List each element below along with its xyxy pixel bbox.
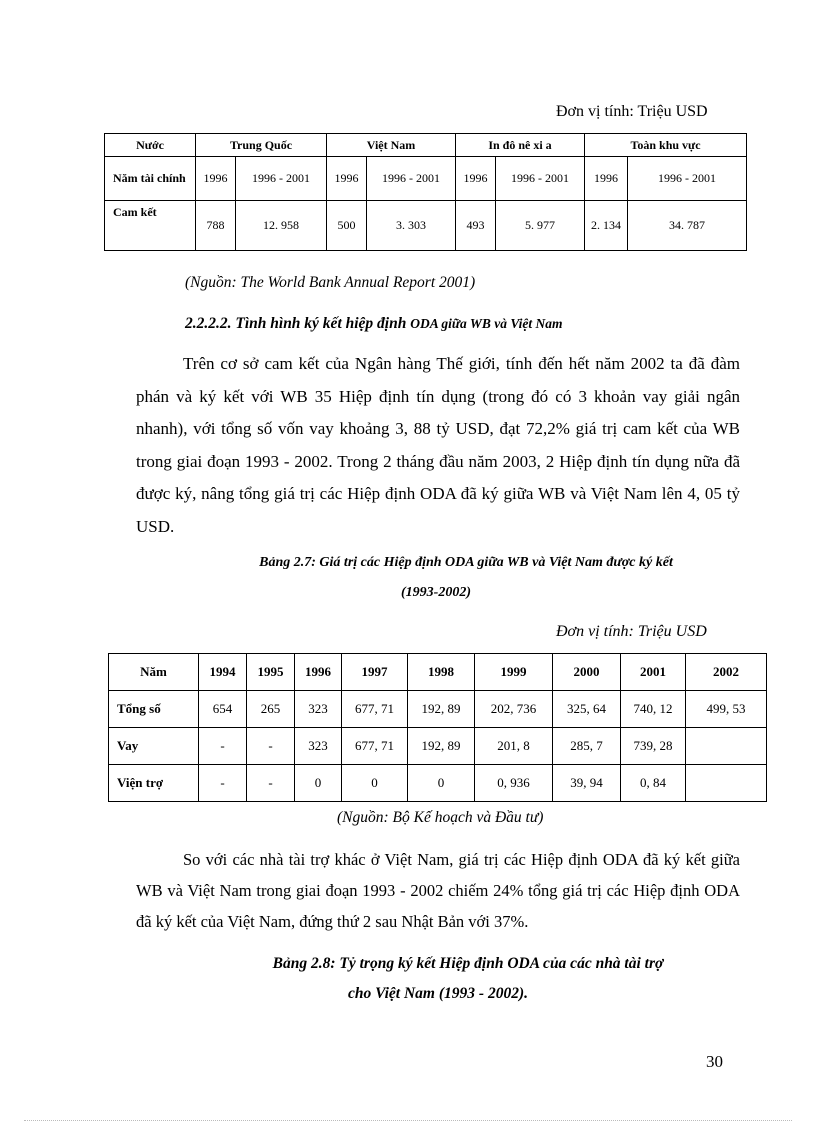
table2-cell: 265 — [247, 691, 295, 728]
table2-header-cell: 1998 — [408, 654, 475, 691]
table2-cell: 0 — [342, 765, 408, 802]
table2-unit-label: Đơn vị tính: Triệu USD — [556, 623, 707, 640]
table3-caption-years: cho Việt Nam (1993 - 2002). — [348, 985, 528, 1002]
table1-row-label: Cam kết — [105, 201, 196, 251]
table1 — [104, 133, 747, 251]
table1-source: (Nguồn: The World Bank Annual Report 2001) — [185, 274, 476, 291]
table1-cell: 1996 — [327, 157, 367, 201]
table2-cell: 192, 89 — [408, 728, 475, 765]
table2 — [108, 653, 767, 802]
table2-row-total — [109, 691, 767, 728]
table1-cell: 1996 - 2001 — [367, 157, 456, 201]
table1-header-cell: Toàn khu vực — [585, 134, 747, 157]
table1-cell: 1996 - 2001 — [496, 157, 585, 201]
table1-cell: 1996 — [585, 157, 628, 201]
table1-header-row — [105, 134, 747, 157]
table1-unit-label: Đơn vị tính: Triệu USD — [556, 103, 708, 120]
table1-cell: 12. 958 — [236, 201, 327, 251]
table2-cell: 677, 71 — [342, 728, 408, 765]
table1-cell: 1996 — [196, 157, 236, 201]
table2-cell: 192, 89 — [408, 691, 475, 728]
section-heading — [185, 315, 562, 333]
table1-header-cell: In đô nê xi a — [456, 134, 585, 157]
table1-row-label: Năm tài chính — [105, 157, 196, 201]
table2-header-cell: Năm — [109, 654, 199, 691]
table1-cell: 493 — [456, 201, 496, 251]
table2-row-label: Viện trợ — [109, 765, 199, 802]
table2-caption: Bảng 2.7: Giá trị các Hiệp định ODA giữa WB và Việt Nam được ký kết — [259, 555, 673, 570]
table2-row-loan — [109, 728, 767, 765]
table2-header-cell: 2000 — [553, 654, 621, 691]
table2-cell: 677, 71 — [342, 691, 408, 728]
table2-cell — [686, 728, 767, 765]
table2-cell: - — [247, 765, 295, 802]
table2-cell: 325, 64 — [553, 691, 621, 728]
table1-year-row — [105, 157, 747, 201]
table2-cell: 0 — [295, 765, 342, 802]
table2-cell: - — [199, 728, 247, 765]
table2-cell: 285, 7 — [553, 728, 621, 765]
table2-header-cell: 2002 — [686, 654, 767, 691]
table1-cell: 1996 - 2001 — [236, 157, 327, 201]
table1-commit-row — [105, 201, 747, 251]
table1-header-cell: Trung Quốc — [196, 134, 327, 157]
table1-cell: 2. 134 — [585, 201, 628, 251]
table1-cell: 1996 - 2001 — [628, 157, 747, 201]
table2-header-cell: 1996 — [295, 654, 342, 691]
table2-row-grant — [109, 765, 767, 802]
body-paragraph-text: Trên cơ sở cam kết của Ngân hàng Thế giới, tính đến hết năm 2002 ta đã đàm phán và ký kết với WB 35 Hiệp định tín dụng (trong đó có 3 khoản vay giải ngân nhanh), với tổng số vốn vay khoảng 3, 88 tỷ USD, đạt 72,2% giá trị cam kết của WB trong giai đoạn 1993 - 2002. Trong 2 tháng đầu năm 2003, 2 Hiệp định tín dụng nữa đã được ký, nâng tổng giá trị các Hiệp định ODA đã ký giữa WB và Việt Nam lên 4, 05 tỷ USD. — [136, 354, 740, 536]
table1-header-cell: Việt Nam — [327, 134, 456, 157]
table2-cell: 323 — [295, 691, 342, 728]
table2-row-label: Vay — [109, 728, 199, 765]
table2-cell: 499, 53 — [686, 691, 767, 728]
body-paragraph — [136, 348, 740, 543]
table2-cell: 323 — [295, 728, 342, 765]
table2-header-cell: 1999 — [475, 654, 553, 691]
table2-header-row — [109, 654, 767, 691]
section-heading-subject: ODA giữa WB và Việt Nam — [410, 316, 563, 331]
table2-row-label: Tổng số — [109, 691, 199, 728]
table1-cell: 1996 — [456, 157, 496, 201]
table1-cell: 34. 787 — [628, 201, 747, 251]
table2-cell: 202, 736 — [475, 691, 553, 728]
body-paragraph-2-text: So với các nhà tài trợ khác ở Việt Nam, giá trị các Hiệp định ODA đã ký kết giữa WB và Việt Nam trong giai đoạn 1993 - 2002 chiếm 24% tổng giá trị các Hiệp định ODA đã ký kết của Việt Nam, đứng thứ 2 sau Nhật Bản với 37%. — [136, 850, 740, 931]
table1-cell: 5. 977 — [496, 201, 585, 251]
table2-cell: 39, 94 — [553, 765, 621, 802]
table3-caption: Bảng 2.8: Tỷ trọng ký kết Hiệp định ODA của các nhà tài trợ — [272, 955, 664, 972]
table2-cell: 0, 84 — [621, 765, 686, 802]
table2-cell: 0 — [408, 765, 475, 802]
table2-cell: - — [247, 728, 295, 765]
table1-header-cell: Nước — [105, 134, 196, 157]
table2-cell: 740, 12 — [621, 691, 686, 728]
table1-cell: 500 — [327, 201, 367, 251]
page-number: 30 — [706, 1052, 723, 1071]
section-heading-number-title: 2.2.2.2. Tình hình ký kết hiệp định — [185, 315, 407, 332]
table2-cell: 739, 28 — [621, 728, 686, 765]
table2-header-cell: 1995 — [247, 654, 295, 691]
table2-caption-years: (1993-2002) — [401, 585, 471, 600]
table1-cell: 788 — [196, 201, 236, 251]
table2-cell: 654 — [199, 691, 247, 728]
table1-cell: 3. 303 — [367, 201, 456, 251]
table2-header-cell: 1997 — [342, 654, 408, 691]
table2-cell — [686, 765, 767, 802]
table2-header-cell: 1994 — [199, 654, 247, 691]
page-bottom-divider — [24, 1120, 792, 1121]
body-paragraph-2 — [136, 844, 740, 937]
table2-cell: 0, 936 — [475, 765, 553, 802]
table2-cell: - — [199, 765, 247, 802]
table2-source: (Nguồn: Bộ Kế hoạch và Đầu tư) — [337, 809, 544, 826]
table2-header-cell: 2001 — [621, 654, 686, 691]
table2-cell: 201, 8 — [475, 728, 553, 765]
